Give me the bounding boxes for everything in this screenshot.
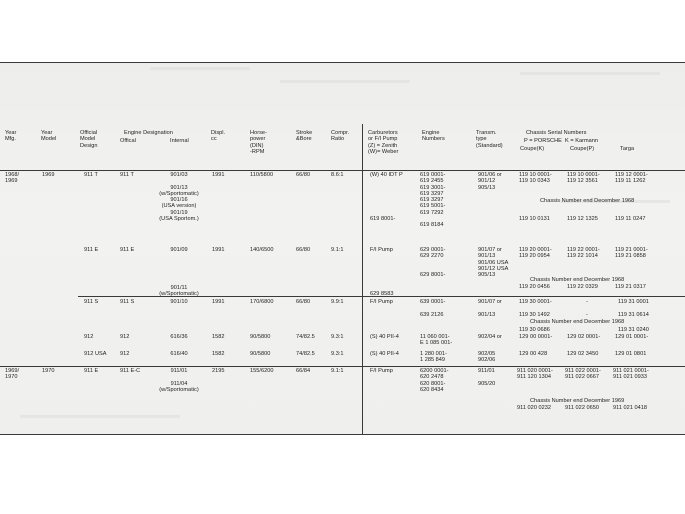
cell-horsepower: 90/5800 (250, 351, 271, 357)
cell-targa: 911 021 0001- 911 021 0933 (613, 368, 649, 381)
cell-targa: 119 21 0001- 119 21 0858 (615, 247, 648, 260)
cell-coupe-p: 119 22 0001- 119 22 1014 (567, 247, 600, 260)
cell-compr: 9.9:1 (331, 299, 344, 305)
header-compr: Compr. Ratio (331, 130, 350, 143)
cell-displ: 1991 (212, 247, 225, 253)
table-top-rule (0, 62, 685, 63)
cell-engine-internal: 901/03 901/13 (w/Sportomatic) 901/16 (USA version) 901/19 (USA Sportom.) (159, 172, 199, 223)
header-coupe-k: Coupe(K) (520, 146, 545, 152)
column-rule (362, 124, 363, 434)
cell-horsepower: 155/6200 (250, 368, 274, 374)
cell-model: 911 S (84, 299, 99, 305)
cell-coupe-k: 119 10 0131 (519, 216, 550, 222)
cell-transm: 901/07 or 901/13 (478, 299, 502, 318)
cell-chassis-note: Chassis Number end December 1968 (530, 319, 625, 325)
cell-engine-official: 912 (120, 351, 130, 357)
cell-engine-numbers: 619 0001- 619 2455 619 3001- 619 3297 619 3297 619 5001- 619 7292 619 8184 (420, 172, 446, 229)
cell-stroke-bore: 74/82.5 (296, 351, 315, 357)
cell-engine-numbers: 1 280 001- 1 285 849 (420, 351, 447, 364)
cell-compr: 9.3:1 (331, 351, 344, 357)
cell-model: 911 E (84, 247, 99, 253)
cell-coupe-p: 119 22 0329 (567, 284, 598, 290)
cell-carb: F/I Pump (370, 368, 393, 374)
cell-displ: 1991 (212, 299, 225, 305)
cell-coupe-k: 911 020 0001- 911 120 1304 (517, 368, 553, 381)
header-rule (0, 170, 685, 171)
cell-targa: 119 31 0240 (618, 327, 649, 333)
cell-model: 911 T (84, 172, 98, 178)
cell-stroke-bore: 74/82.5 (296, 334, 315, 340)
cell-coupe-k: 119 20 0001- 119 20 0954 (519, 247, 552, 260)
cell-coupe-p: - - (586, 299, 588, 318)
cell-horsepower: 140/6500 (250, 247, 274, 253)
header-displ: Displ. cc (211, 130, 226, 143)
cell-coupe-k: 129 00 0001- (519, 334, 553, 340)
cell-transm: 901/07 or 901/13 901/06 USA 901/12 USA 905/13 (478, 247, 509, 279)
header-engine-designation: Engine Designation (124, 130, 173, 136)
cell-engine-internal: 616/40 (170, 351, 188, 357)
header-coupe-p: Coupe(P) (570, 146, 595, 152)
cell-coupe-k: 911 020 0232 (517, 405, 552, 411)
cell-carb: F/I Pump (370, 299, 393, 305)
header-horsepower: Horse- power (DIN) -RPM (250, 130, 267, 155)
header-chassis: Chassis Serial Numbers (526, 130, 587, 136)
header-carburetors: Carburetors or F/I Pump (Z) = Zenith (W)= Weber (368, 130, 399, 155)
cell-displ: 1582 (212, 351, 225, 357)
cell-compr: 9.3:1 (331, 334, 344, 340)
cell-engine-numbers: 629 0001- 629 2270 629 8001- (420, 247, 446, 279)
cell-engine-internal: 901/09 901/11 (w/Sportomatic) (159, 247, 199, 298)
header-chassis-legend: P = PORSCHE K = Karmann (524, 138, 599, 144)
cell-coupe-p: 911 022 0001- 911 022 0667 (565, 368, 601, 381)
cell-horsepower: 90/5800 (250, 334, 271, 340)
cell-chassis-note: Chassis Number end December 1968 (530, 277, 625, 283)
cell-chassis-note: Chassis Number end December 1968 (540, 198, 635, 204)
cell-coupe-p: 129 02 3450 (567, 351, 599, 357)
cell-transm: 911/01 905/20 (478, 368, 496, 387)
cell-carb: (W) 40 IDT P 619 8001- (370, 172, 403, 223)
header-stroke-bore: Stroke &Bore (296, 130, 313, 143)
cell-coupe-k: 119 10 0001- 119 10 0343 (519, 172, 552, 185)
row-rule (0, 366, 685, 367)
cell-stroke-bore: 66/84 (296, 368, 311, 374)
cell-coupe-p: 119 12 1325 (567, 216, 598, 222)
cell-transm: 902/05 902/06 (478, 351, 496, 364)
cell-engine-internal: 616/36 (170, 334, 188, 340)
header-year-mfg: Year Mfg. (5, 130, 17, 143)
cell-displ: 2195 (212, 368, 225, 374)
cell-displ: 1582 (212, 334, 225, 340)
header-engine-internal: Internal (170, 138, 189, 144)
cell-stroke-bore: 66/80 (296, 172, 311, 178)
cell-compr: 9.1:1 (331, 247, 344, 253)
cell-stroke-bore: 66/80 (296, 299, 311, 305)
cell-targa: 129 01 0001- (615, 334, 649, 340)
cell-coupe-p: 911 022 0650 (565, 405, 600, 411)
header-engine-official: Offical (120, 138, 136, 144)
cell-model-year: 1969 (42, 172, 55, 178)
cell-compr: 8.6:1 (331, 172, 344, 178)
header-year-model: Year Model (41, 130, 57, 143)
header-official-model: Official Model Design (80, 130, 98, 149)
header-targa: Targa (620, 146, 635, 152)
cell-carb: (S) 40 PII-4 (370, 351, 399, 357)
cell-coupe-k: 119 30 0001- 119 30 1492 (519, 299, 552, 318)
cell-stroke-bore: 66/80 (296, 247, 311, 253)
cell-targa: 119 21 0317 (615, 284, 646, 290)
cell-coupe-p: 129 02 0001- (567, 334, 601, 340)
cell-engine-official: 911 T (120, 172, 134, 178)
cell-displ: 1991 (212, 172, 225, 178)
cell-engine-numbers: 639 0001- 639 2126 (420, 299, 446, 318)
cell-compr: 9.1:1 (331, 368, 344, 374)
cell-engine-official: 911 E-C (120, 368, 141, 374)
cell-model: 911 E (84, 368, 99, 374)
cell-horsepower: 170/6800 (250, 299, 274, 305)
cell-engine-internal: 901/10 (170, 299, 188, 305)
cell-transm: 902/04 or (478, 334, 502, 340)
cell-engine-internal: 911/01 911/04 (w/Sportomatic) (159, 368, 199, 393)
cell-engine-numbers: 6200 0001- 620 2478 620 8001- 620 8434 (420, 368, 449, 393)
cell-engine-official: 911 E (120, 247, 135, 253)
cell-engine-official: 911 S (120, 299, 135, 305)
cell-engine-numbers: 11 060 001- E 1 085 001- (420, 334, 453, 347)
header-transm: Transm. type (Standard) (476, 130, 503, 149)
cell-year: 1968/ 1969 (5, 172, 20, 185)
cell-targa: 119 12 0001- 119 11 1262 (615, 172, 648, 185)
cell-horsepower: 110/5800 (250, 172, 274, 178)
cell-model-year: 1970 (42, 368, 55, 374)
spec-table (0, 62, 685, 434)
cell-carb: F/I Pump 629 8583 (370, 247, 394, 298)
cell-targa: 911 021 0418 (613, 405, 648, 411)
cell-chassis-note: Chassis Number end December 1969 (530, 398, 625, 404)
cell-targa: 119 31 0001 119 31 0614 (618, 299, 649, 318)
header-engine-numbers: Engine Numbers (422, 130, 445, 143)
cell-year: 1969/ 1970 (5, 368, 20, 381)
cell-targa: 129 01 0801 (615, 351, 647, 357)
cell-transm: 901/06 or 901/12 905/13 (478, 172, 502, 191)
cell-coupe-k: 119 30 0686 (519, 327, 550, 333)
cell-engine-official: 912 (120, 334, 130, 340)
cell-model: 912 USA (84, 351, 107, 357)
cell-targa: 119 11 0247 (615, 216, 646, 222)
cell-coupe-k: 129 00 428 (519, 351, 548, 357)
cell-coupe-p: 119 10 0001- 119 12 3561 (567, 172, 600, 185)
table-bottom-rule (0, 434, 685, 435)
cell-carb: (S) 40 PII-4 (370, 334, 399, 340)
cell-coupe-k: 119 20 0456 (519, 284, 550, 290)
cell-model: 912 (84, 334, 94, 340)
